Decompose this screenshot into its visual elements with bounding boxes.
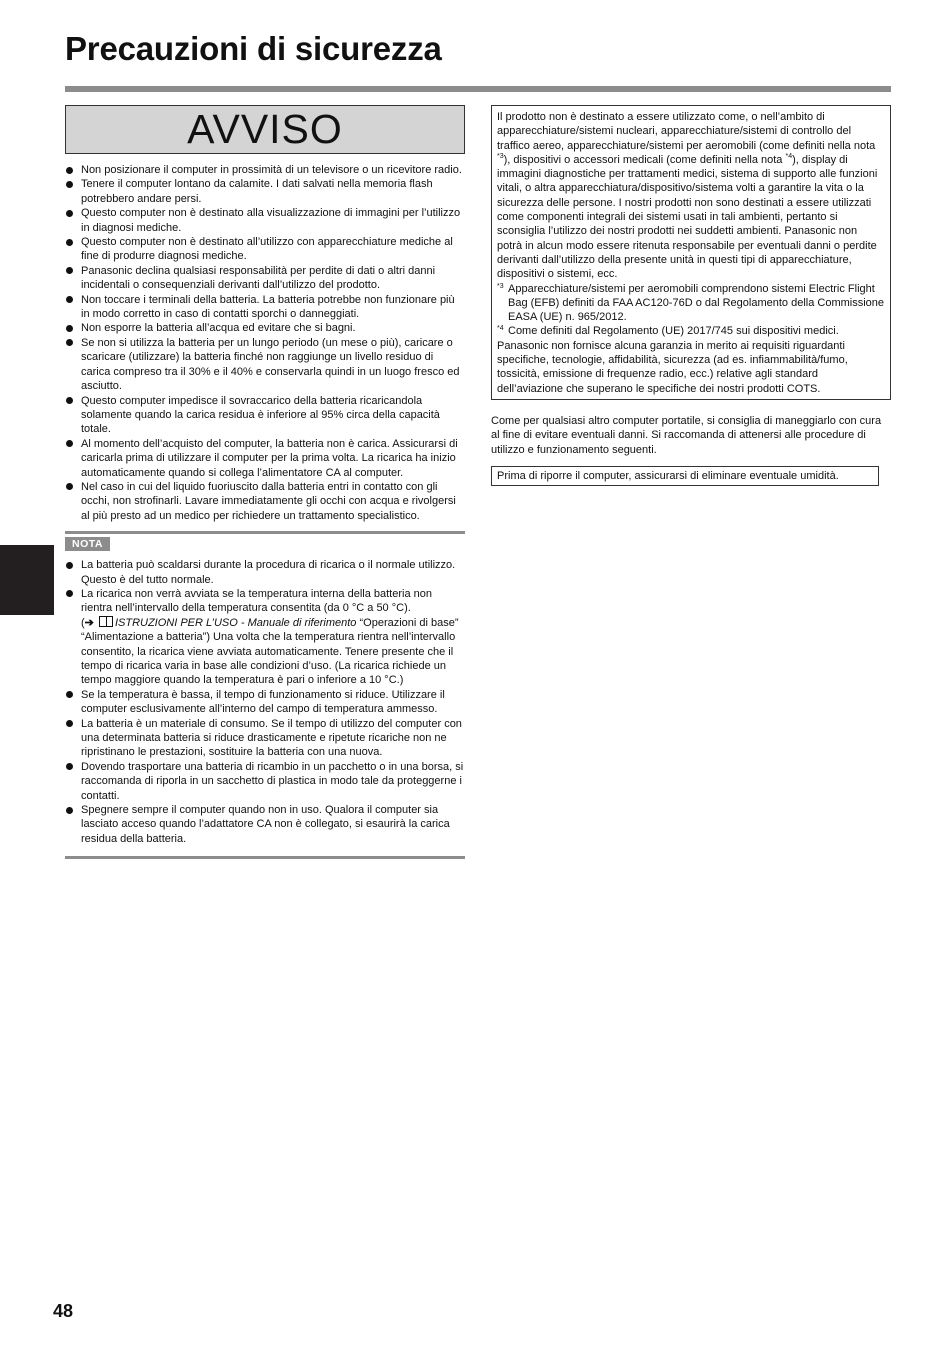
humidity-notice-box: Prima di riporre il computer, assicurarsi di eliminare eventuale umidità. [491,466,879,486]
disclaimer-text: ), dispositivi o accessori medicali (come definiti nella nota [503,153,783,166]
note-label: NOTA [65,537,110,551]
note-item: La batteria è un materiale di consumo. Se il tempo di utilizzo del computer con una determinata batteria si riduce drasticamente e ripetute ricariche non ne ripristinano le prestazioni, sostituire la batteria con una nuova. [65,717,465,760]
arrow-right-icon: ➔ [84,616,94,629]
page-number: 48 [53,1301,74,1321]
chapter-side-tab [0,545,54,615]
manual-reference-link[interactable]: ISTRUZIONI PER L’USO - Manuale di riferimento [114,616,357,629]
disclaimer-text: Il prodotto non è destinato a essere utilizzato come, o nell’ambito di apparecchiature/sistemi nucleari, apparecchiature/sistemi di controllo del traffico aereo, apparecchiature/sistemi per aeromobili (come definiti nella nota [497,111,876,152]
footnote-text: Apparecchiature/sistemi per aeromobili comprendono sistemi Electric Flight Bag (EFB) definiti da FAA AC120-76D o dal Regolamento della Commissione EASA (UE) n. 965/2012. [508,282,885,324]
general-advice-paragraph: Come per qualsiasi altro computer portatile, si consiglia di maneggiarlo con cura al fine di evitare eventuali danni. Si raccomanda di attenersi alle procedure di utilizzo e funzionamento seguenti. [491,414,882,456]
disclaimer-box [491,105,891,400]
disclaimer-text: ), display di immagini diagnostiche per trattamenti medici, sistema di supporto alle funzioni vitali, o altra apparecchiatura/dispositivo/sistema volti a garantire la vita o la sicurezza delle persone. I nostri prodotti non sono destinati a essere utilizzati come componenti integrali dei sistemi usati in tali ambienti, pertanto si sconsiglia l’utilizzo dei nostri prodotti nei suddetti ambienti. Panasonic non potrà in alcun modo essere ritenuta responsabile per eventuali danni o perdite derivanti dall’utilizzo della presente unità in questi tipi di apparecchiature, dispositivi o sistemi, ecc. [497,153,878,281]
left-column [65,105,465,859]
warning-item: Nel caso in cui del liquido fuoriuscito dalla batteria entri in contatto con gli occhi, non strofinarli. Lavare immediatamente gli occhi con acqua e rivolgersi al più presto ad un medico per richiedere un trattamento specialistico. [65,480,465,523]
footnote [497,324,885,338]
warning-list [65,163,465,523]
note-bottom-rule [65,856,465,859]
book-icon [99,616,113,627]
paren-open: ( [81,616,85,629]
note-item: Dovendo trasportare una batteria di ricambio in un pacchetto o in una borsa, si raccomanda di riporla in un sacchetto di plastica in modo tale da proteggerne i contatti. [65,760,465,803]
note-text: “Operazioni di base” “Alimentazione a batteria”) Una volta che la temperatura rientra nell’intervallo consentito, la ricarica viene avviata automaticamente. Tenere presente che il tempo di ricarica varia in base alle condizioni d’uso. (La ricarica richiede un tempo maggiore quando la temperatura è pari o inferiore a 10 °C.) [81,616,459,687]
warning-header [65,105,465,154]
warning-item: Questo computer impedisce il sovraccarico della batteria ricaricandola solamente quando la carica residua è inferiore al 95% circa della capacità totale. [65,394,465,437]
warning-item: Non posizionare il computer in prossimità di un televisore o un ricevitore radio. [65,163,465,177]
warning-item: Tenere il computer lontano da calamite. I dati salvati nella memoria flash potrebbero andare persi. [65,177,465,206]
disclaimer-paragraph: Panasonic non fornisce alcuna garanzia in merito ai requisiti riguardanti specifiche, tecnologie, affidabilità, sicurezza (ad es. infiammabilità/fumo, tossicità, emissione di frequenze radio, ecc.) relative agli standard dell’aviazione che superano le specifiche dei nostri prodotti COTS. [497,339,848,395]
warning-item: Non toccare i terminali della batteria. La batteria potrebbe non funzionare più in modo corretto in caso di contatti sporchi o danneggiati. [65,293,465,322]
note-item: Spegnere sempre il computer quando non in uso. Qualora il computer sia lasciato acceso quando l’adattatore CA non è collegato, si esaurirà la carica residua della batteria. [65,803,465,846]
disclaimer-paragraph [497,110,885,282]
note-item: Se la temperatura è bassa, il tempo di funzionamento si riduce. Utilizzare il computer esclusivamente all’interno del campo di temperatura ammesso. [65,688,465,717]
note-text: La ricarica non verrà avviata se la temperatura interna della batteria non rientra nell’intervallo della temperatura consentita (da 0 °C a 50 °C). [81,587,432,615]
note-item: La batteria può scaldarsi durante la procedura di ricarica o il normale utilizzo. Questo è del tutto normale. [65,558,465,587]
warning-item: Questo computer non è destinato all’utilizzo con apparecchiature mediche al fine di produrre diagnosi mediche. [65,235,465,264]
footnote-ref-4: *4 [785,152,793,160]
footnote-mark: *4 [497,325,504,333]
warning-item: Non esporre la batteria all’acqua ed evitare che si bagni. [65,321,465,335]
note-list [65,558,465,846]
warning-item: Questo computer non è destinato alla visualizzazione di immagini per l’utilizzo in diagnosi mediche. [65,206,465,235]
title-rule [65,86,891,92]
warning-heading: AVVISO [187,106,343,152]
footnote [497,282,885,325]
note-item-with-reference [65,587,465,688]
warning-item: Se non si utilizza la batteria per un lungo periodo (un mese o più), caricare o scaricare (utilizzare) la batteria finché non raggiunge un livello residuo di carica compreso tra il 30% e il 40% e conservarla quindi in un luogo fresco ed asciutto. [65,336,465,394]
warning-item: Al momento dell’acquisto del computer, la batteria non è carica. Assicurarsi di caricarla prima di utilizzare il computer per la prima volta. La ricarica ha inizio automaticamente quando si collega l’alimentatore CA al computer. [65,437,465,480]
footnote-ref-3: *3 [497,152,504,160]
footnote-mark: *3 [497,282,504,290]
right-column [491,105,891,486]
page-title: Precauzioni di sicurezza [65,30,442,67]
warning-item: Panasonic declina qualsiasi responsabilità per perdite di dati o altri danni incidentali o consequenziali derivanti dall’utilizzo del prodotto. [65,264,465,293]
note-top-rule [65,531,465,534]
footnote-text: Come definiti dal Regolamento (UE) 2017/745 sui dispositivi medici. [508,325,839,338]
